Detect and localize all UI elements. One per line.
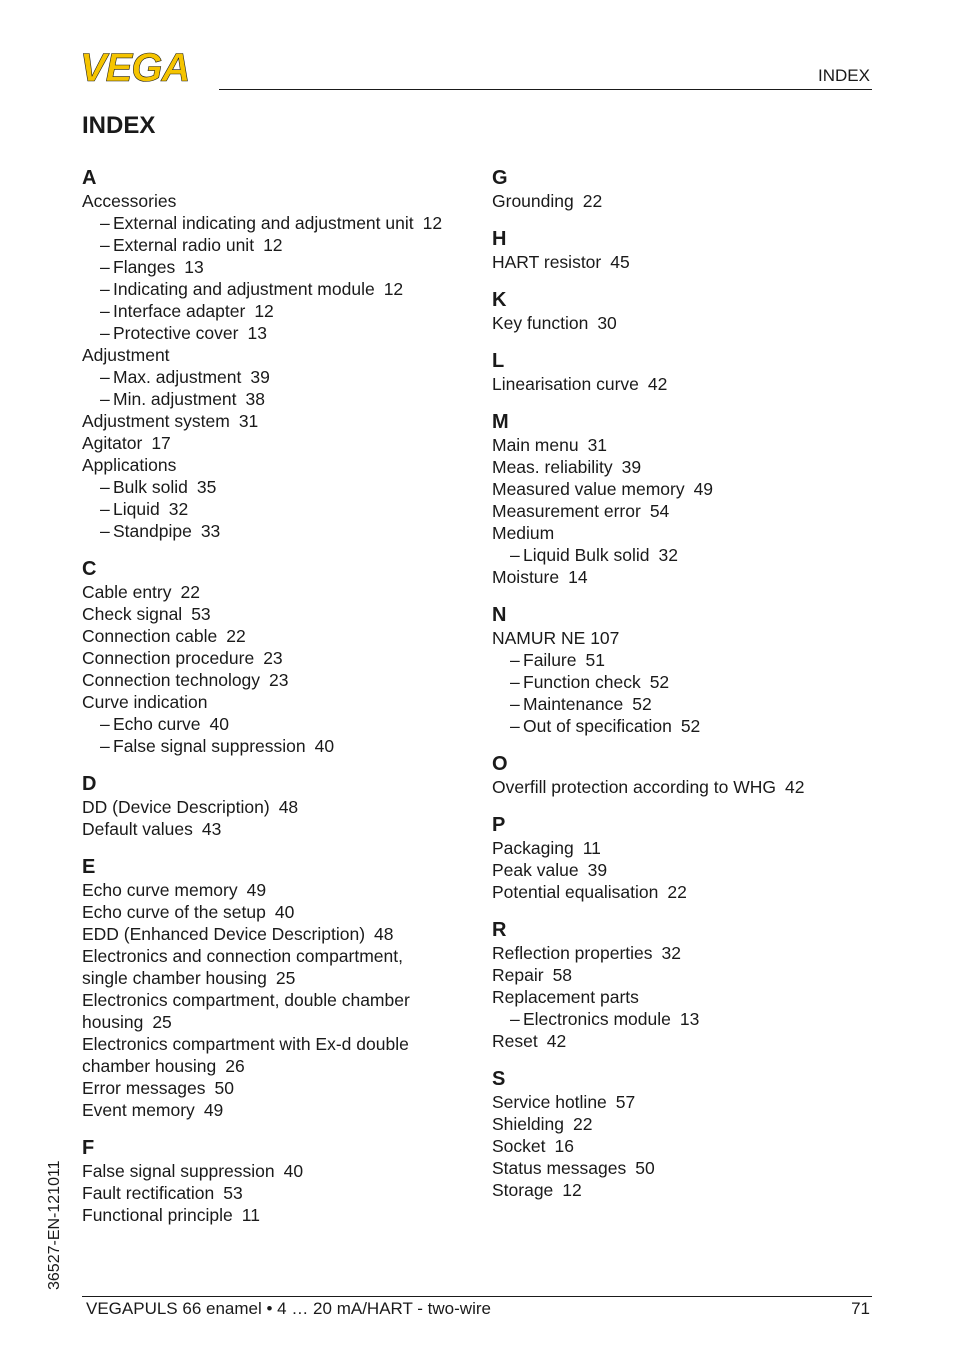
index-term: Functional principle	[82, 1205, 233, 1225]
index-term: DD (Device Description)	[82, 797, 270, 817]
index-term: External indicating and adjustment unit	[113, 213, 414, 233]
index-column-left	[82, 166, 482, 1226]
group-spacer	[82, 840, 482, 855]
index-term: Applications	[82, 455, 177, 475]
index-page-number: 43	[201, 819, 222, 839]
index-entry	[492, 566, 892, 588]
subentry-dash: –	[100, 389, 110, 409]
vega-logo	[80, 50, 212, 84]
index-letter: H	[492, 228, 507, 250]
index-entry	[492, 627, 892, 649]
index-page-number: 32	[661, 943, 681, 963]
index-page-number: 32	[658, 545, 678, 565]
group-spacer	[492, 903, 892, 918]
group-spacer	[492, 395, 892, 410]
footer-page-number: 71	[851, 1299, 870, 1318]
index-page-number: 48	[374, 924, 394, 944]
index-entry	[492, 500, 892, 522]
index-term: chamber housing	[82, 1056, 217, 1076]
index-term: Electronics module	[523, 1009, 671, 1029]
index-subentry	[82, 713, 482, 735]
index-page-number: 35	[196, 477, 217, 497]
index-entry	[82, 1055, 482, 1077]
index-page-number: 53	[223, 1183, 243, 1203]
index-term: Echo curve memory	[82, 880, 238, 900]
index-term: External radio unit	[113, 235, 255, 255]
index-term: Medium	[492, 523, 555, 543]
subentry-dash: –	[510, 1009, 520, 1029]
index-column-right	[492, 166, 892, 1201]
index-entry	[82, 581, 482, 603]
index-term: Replacement parts	[492, 987, 639, 1007]
group-spacer	[492, 334, 892, 349]
subentry-dash: –	[100, 323, 110, 343]
index-page-number: 45	[610, 252, 630, 272]
subentry-dash: –	[100, 235, 110, 255]
index-term: Default values	[82, 819, 193, 839]
index-page-number: 49	[203, 1100, 224, 1120]
footer-product: VEGAPULS 66 enamel • 4 … 20 mA/HART - two-wire	[86, 1299, 491, 1318]
index-term: Connection cable	[82, 626, 218, 646]
index-term: Socket	[492, 1136, 546, 1156]
subentry-dash: –	[100, 367, 110, 387]
index-entry	[492, 522, 892, 544]
index-term: Flanges	[113, 257, 176, 277]
index-page-number: 48	[278, 797, 299, 817]
index-entry	[492, 1157, 892, 1179]
index-entry	[82, 1160, 482, 1182]
index-page-number: 52	[649, 672, 670, 692]
subentry-dash: –	[100, 257, 110, 277]
index-term: Reset	[492, 1031, 538, 1051]
index-entry	[492, 190, 892, 212]
index-term: Indicating and adjustment module	[113, 279, 375, 299]
index-term: Check signal	[82, 604, 183, 624]
index-page-number: 26	[225, 1056, 245, 1076]
subentry-dash: –	[100, 301, 110, 321]
index-term: Status messages	[492, 1158, 627, 1178]
vega-logo-text: VEGA	[80, 50, 190, 84]
index-term: Potential equalisation	[492, 882, 659, 902]
index-subentry	[82, 735, 482, 757]
index-letter: K	[492, 289, 507, 311]
index-page-number: 22	[667, 882, 687, 902]
index-term: HART resistor	[492, 252, 602, 272]
index-entry	[492, 478, 892, 500]
index-subentry	[492, 544, 892, 566]
page-title: INDEX	[82, 112, 156, 139]
index-entry	[492, 1135, 892, 1157]
index-page-number: 31	[238, 411, 259, 431]
index-subentry	[82, 476, 482, 498]
index-term: Out of specification	[523, 716, 672, 736]
footer-rule	[82, 1296, 872, 1297]
index-term: Shielding	[492, 1114, 564, 1134]
index-term: Reflection properties	[492, 943, 653, 963]
index-term: Storage	[492, 1180, 554, 1200]
index-term: Linearisation curve	[492, 374, 639, 394]
index-term: Electronics and connection compartment,	[82, 946, 403, 966]
index-letter: P	[492, 814, 506, 836]
index-term: Error messages	[82, 1078, 206, 1098]
index-letter: D	[82, 773, 97, 795]
index-page-number: 32	[168, 499, 189, 519]
index-page-number: 22	[582, 191, 603, 211]
index-entry	[82, 190, 482, 212]
index-term: NAMUR NE 107	[492, 628, 620, 648]
index-entry	[82, 410, 482, 432]
index-entry	[82, 603, 482, 625]
index-page-number: 25	[152, 1012, 172, 1032]
index-term: Maintenance	[523, 694, 624, 714]
index-page-number: 49	[246, 880, 267, 900]
index-entry	[492, 964, 892, 986]
index-page-number: 22	[226, 626, 246, 646]
index-page-number: 40	[274, 902, 295, 922]
group-spacer	[82, 1121, 482, 1136]
index-entry	[82, 1182, 482, 1204]
index-term: Echo curve of the setup	[82, 902, 266, 922]
index-term: Interface adapter	[113, 301, 246, 321]
subentry-dash: –	[100, 499, 110, 519]
index-entry	[82, 432, 482, 454]
index-term: Min. adjustment	[113, 389, 237, 409]
index-entry	[82, 796, 482, 818]
index-entry	[82, 454, 482, 476]
index-term: Peak value	[492, 860, 579, 880]
index-page-number: 50	[214, 1078, 234, 1098]
index-subentry	[82, 212, 482, 234]
index-letter: S	[492, 1068, 506, 1090]
index-page-number: 52	[680, 716, 701, 736]
index-entry	[492, 942, 892, 964]
index-term: EDD (Enhanced Device Description)	[82, 924, 366, 944]
index-subentry	[82, 234, 482, 256]
index-subentry	[82, 388, 482, 410]
index-page-number: 13	[247, 323, 267, 343]
index-term: Connection technology	[82, 670, 261, 690]
index-entry	[82, 691, 482, 713]
header-section-label: INDEX	[818, 66, 870, 85]
group-spacer	[82, 542, 482, 557]
index-term: Function check	[523, 672, 641, 692]
index-entry	[492, 881, 892, 903]
index-term: Service hotline	[492, 1092, 607, 1112]
index-term: Main menu	[492, 435, 579, 455]
index-term: Moisture	[492, 567, 560, 587]
index-term: Repair	[492, 965, 544, 985]
index-page-number: 33	[200, 521, 221, 541]
index-page-number: 31	[587, 435, 608, 455]
index-term: Standpipe	[113, 521, 192, 541]
index-term: Protective cover	[113, 323, 239, 343]
index-page-number: 49	[693, 479, 714, 499]
index-entry	[492, 373, 892, 395]
subentry-dash: –	[100, 736, 110, 756]
index-page-number: 42	[647, 374, 668, 394]
index-page-number: 23	[269, 670, 289, 690]
index-letter: M	[492, 411, 509, 433]
group-spacer	[492, 798, 892, 813]
index-subentry	[82, 256, 482, 278]
index-page-number: 40	[209, 714, 230, 734]
index-page-number: 51	[585, 650, 605, 670]
index-subentry	[492, 693, 892, 715]
index-term: Echo curve	[113, 714, 201, 734]
index-page-number: 40	[283, 1161, 304, 1181]
index-term: Max. adjustment	[113, 367, 242, 387]
index-subentry	[82, 278, 482, 300]
index-term: Failure	[523, 650, 577, 670]
index-page-number: 25	[275, 968, 296, 988]
index-entry	[492, 1179, 892, 1201]
index-term: Adjustment	[82, 345, 170, 365]
index-page-number: 58	[552, 965, 573, 985]
index-page-number: 11	[582, 838, 601, 858]
index-entry	[82, 945, 482, 967]
index-page-number: 11	[241, 1205, 260, 1225]
subentry-dash: –	[100, 714, 110, 734]
index-subentry	[492, 715, 892, 737]
index-page-number: 38	[245, 389, 265, 409]
index-entry	[82, 647, 482, 669]
index-term: Measured value memory	[492, 479, 685, 499]
group-spacer	[492, 212, 892, 227]
index-term: Packaging	[492, 838, 574, 858]
index-page-number: 16	[554, 1136, 574, 1156]
index-letter: R	[492, 919, 507, 941]
subentry-dash: –	[100, 279, 110, 299]
index-letter: A	[82, 167, 97, 189]
index-page-number: 12	[254, 301, 274, 321]
index-term: False signal suppression	[113, 736, 306, 756]
index-page-number: 39	[621, 457, 642, 477]
index-page-number: 39	[250, 367, 270, 387]
index-entry	[82, 344, 482, 366]
subentry-dash: –	[510, 716, 520, 736]
index-term: Overfill protection according to WHG	[492, 777, 776, 797]
group-spacer	[492, 737, 892, 752]
index-subentry	[82, 300, 482, 322]
index-term: Curve indication	[82, 692, 208, 712]
index-entry	[492, 1091, 892, 1113]
index-page-number: 13	[184, 257, 204, 277]
subentry-dash: –	[510, 545, 520, 565]
index-entry	[82, 901, 482, 923]
index-entry	[82, 967, 482, 989]
index-term: Electronics compartment, double chamber	[82, 990, 410, 1010]
index-subentry	[82, 366, 482, 388]
index-page-number: 53	[191, 604, 211, 624]
index-page-number: 23	[263, 648, 283, 668]
index-term: False signal suppression	[82, 1161, 275, 1181]
header-rule	[219, 89, 872, 90]
index-term: Liquid	[113, 499, 160, 519]
index-entry	[492, 986, 892, 1008]
index-subentry	[492, 671, 892, 693]
index-entry	[492, 1113, 892, 1135]
index-entry	[82, 1033, 482, 1055]
index-page-number: 40	[314, 736, 335, 756]
index-letter: F	[82, 1137, 95, 1159]
index-entry	[492, 859, 892, 881]
index-entry	[82, 989, 482, 1011]
index-subentry	[492, 649, 892, 671]
group-spacer	[492, 588, 892, 603]
index-letter: G	[492, 167, 508, 189]
index-page-number: 22	[573, 1114, 593, 1134]
index-entry	[82, 879, 482, 901]
index-letter: O	[492, 753, 508, 775]
subentry-dash: –	[100, 477, 110, 497]
subentry-dash: –	[100, 521, 110, 541]
group-spacer	[492, 1052, 892, 1067]
index-subentry	[82, 520, 482, 542]
index-page-number: 30	[597, 313, 617, 333]
subentry-dash: –	[510, 672, 520, 692]
index-letter: L	[492, 350, 505, 372]
index-entry	[82, 669, 482, 691]
index-page-number: 52	[632, 694, 652, 714]
index-term: Electronics compartment with Ex-d double	[82, 1034, 409, 1054]
index-page-number: 50	[635, 1158, 655, 1178]
index-entry	[492, 1030, 892, 1052]
index-term: Grounding	[492, 191, 574, 211]
index-term: Bulk solid	[113, 477, 188, 497]
subentry-dash: –	[100, 213, 110, 233]
index-subentry	[82, 498, 482, 520]
index-entry	[82, 625, 482, 647]
index-entry	[492, 434, 892, 456]
index-page-number: 14	[568, 567, 588, 587]
subentry-dash: –	[510, 650, 520, 670]
index-page-number: 17	[151, 433, 171, 453]
index-term: Meas. reliability	[492, 457, 613, 477]
document-code: 36527-EN-121011	[46, 1160, 63, 1290]
index-page-number: 12	[562, 1180, 582, 1200]
index-page-number: 13	[679, 1009, 700, 1029]
index-entry	[492, 456, 892, 478]
index-entry	[82, 1204, 482, 1226]
subentry-dash: –	[510, 694, 520, 714]
index-page-number: 12	[422, 213, 443, 233]
index-term: Adjustment system	[82, 411, 230, 431]
index-term: housing	[82, 1012, 144, 1032]
index-term: Cable entry	[82, 582, 172, 602]
index-term: Connection procedure	[82, 648, 255, 668]
index-entry	[492, 251, 892, 273]
index-term: Liquid Bulk solid	[523, 545, 650, 565]
index-term: single chamber housing	[82, 968, 267, 988]
index-page-number: 22	[180, 582, 200, 602]
index-page-number: 12	[263, 235, 283, 255]
index-page-number: 42	[785, 777, 805, 797]
index-term: Fault rectification	[82, 1183, 215, 1203]
index-entry	[82, 923, 482, 945]
index-term: Accessories	[82, 191, 177, 211]
index-term: Measurement error	[492, 501, 641, 521]
index-letter: N	[492, 604, 507, 626]
index-term: Key function	[492, 313, 589, 333]
index-subentry	[492, 1008, 892, 1030]
index-letter: E	[82, 856, 96, 878]
index-term: Event memory	[82, 1100, 195, 1120]
index-entry	[492, 776, 892, 798]
index-entry	[82, 818, 482, 840]
index-entry	[492, 837, 892, 859]
index-entry	[492, 312, 892, 334]
index-entry	[82, 1099, 482, 1121]
group-spacer	[82, 757, 482, 772]
index-page-number: 57	[615, 1092, 636, 1112]
index-entry	[82, 1077, 482, 1099]
index-page-number: 12	[383, 279, 404, 299]
index-page-number: 39	[587, 860, 608, 880]
index-term: Agitator	[82, 433, 143, 453]
group-spacer	[492, 273, 892, 288]
index-page-number: 42	[546, 1031, 567, 1051]
index-letter: C	[82, 558, 97, 580]
index-subentry	[82, 322, 482, 344]
index-entry	[82, 1011, 482, 1033]
index-page-number: 54	[649, 501, 670, 521]
